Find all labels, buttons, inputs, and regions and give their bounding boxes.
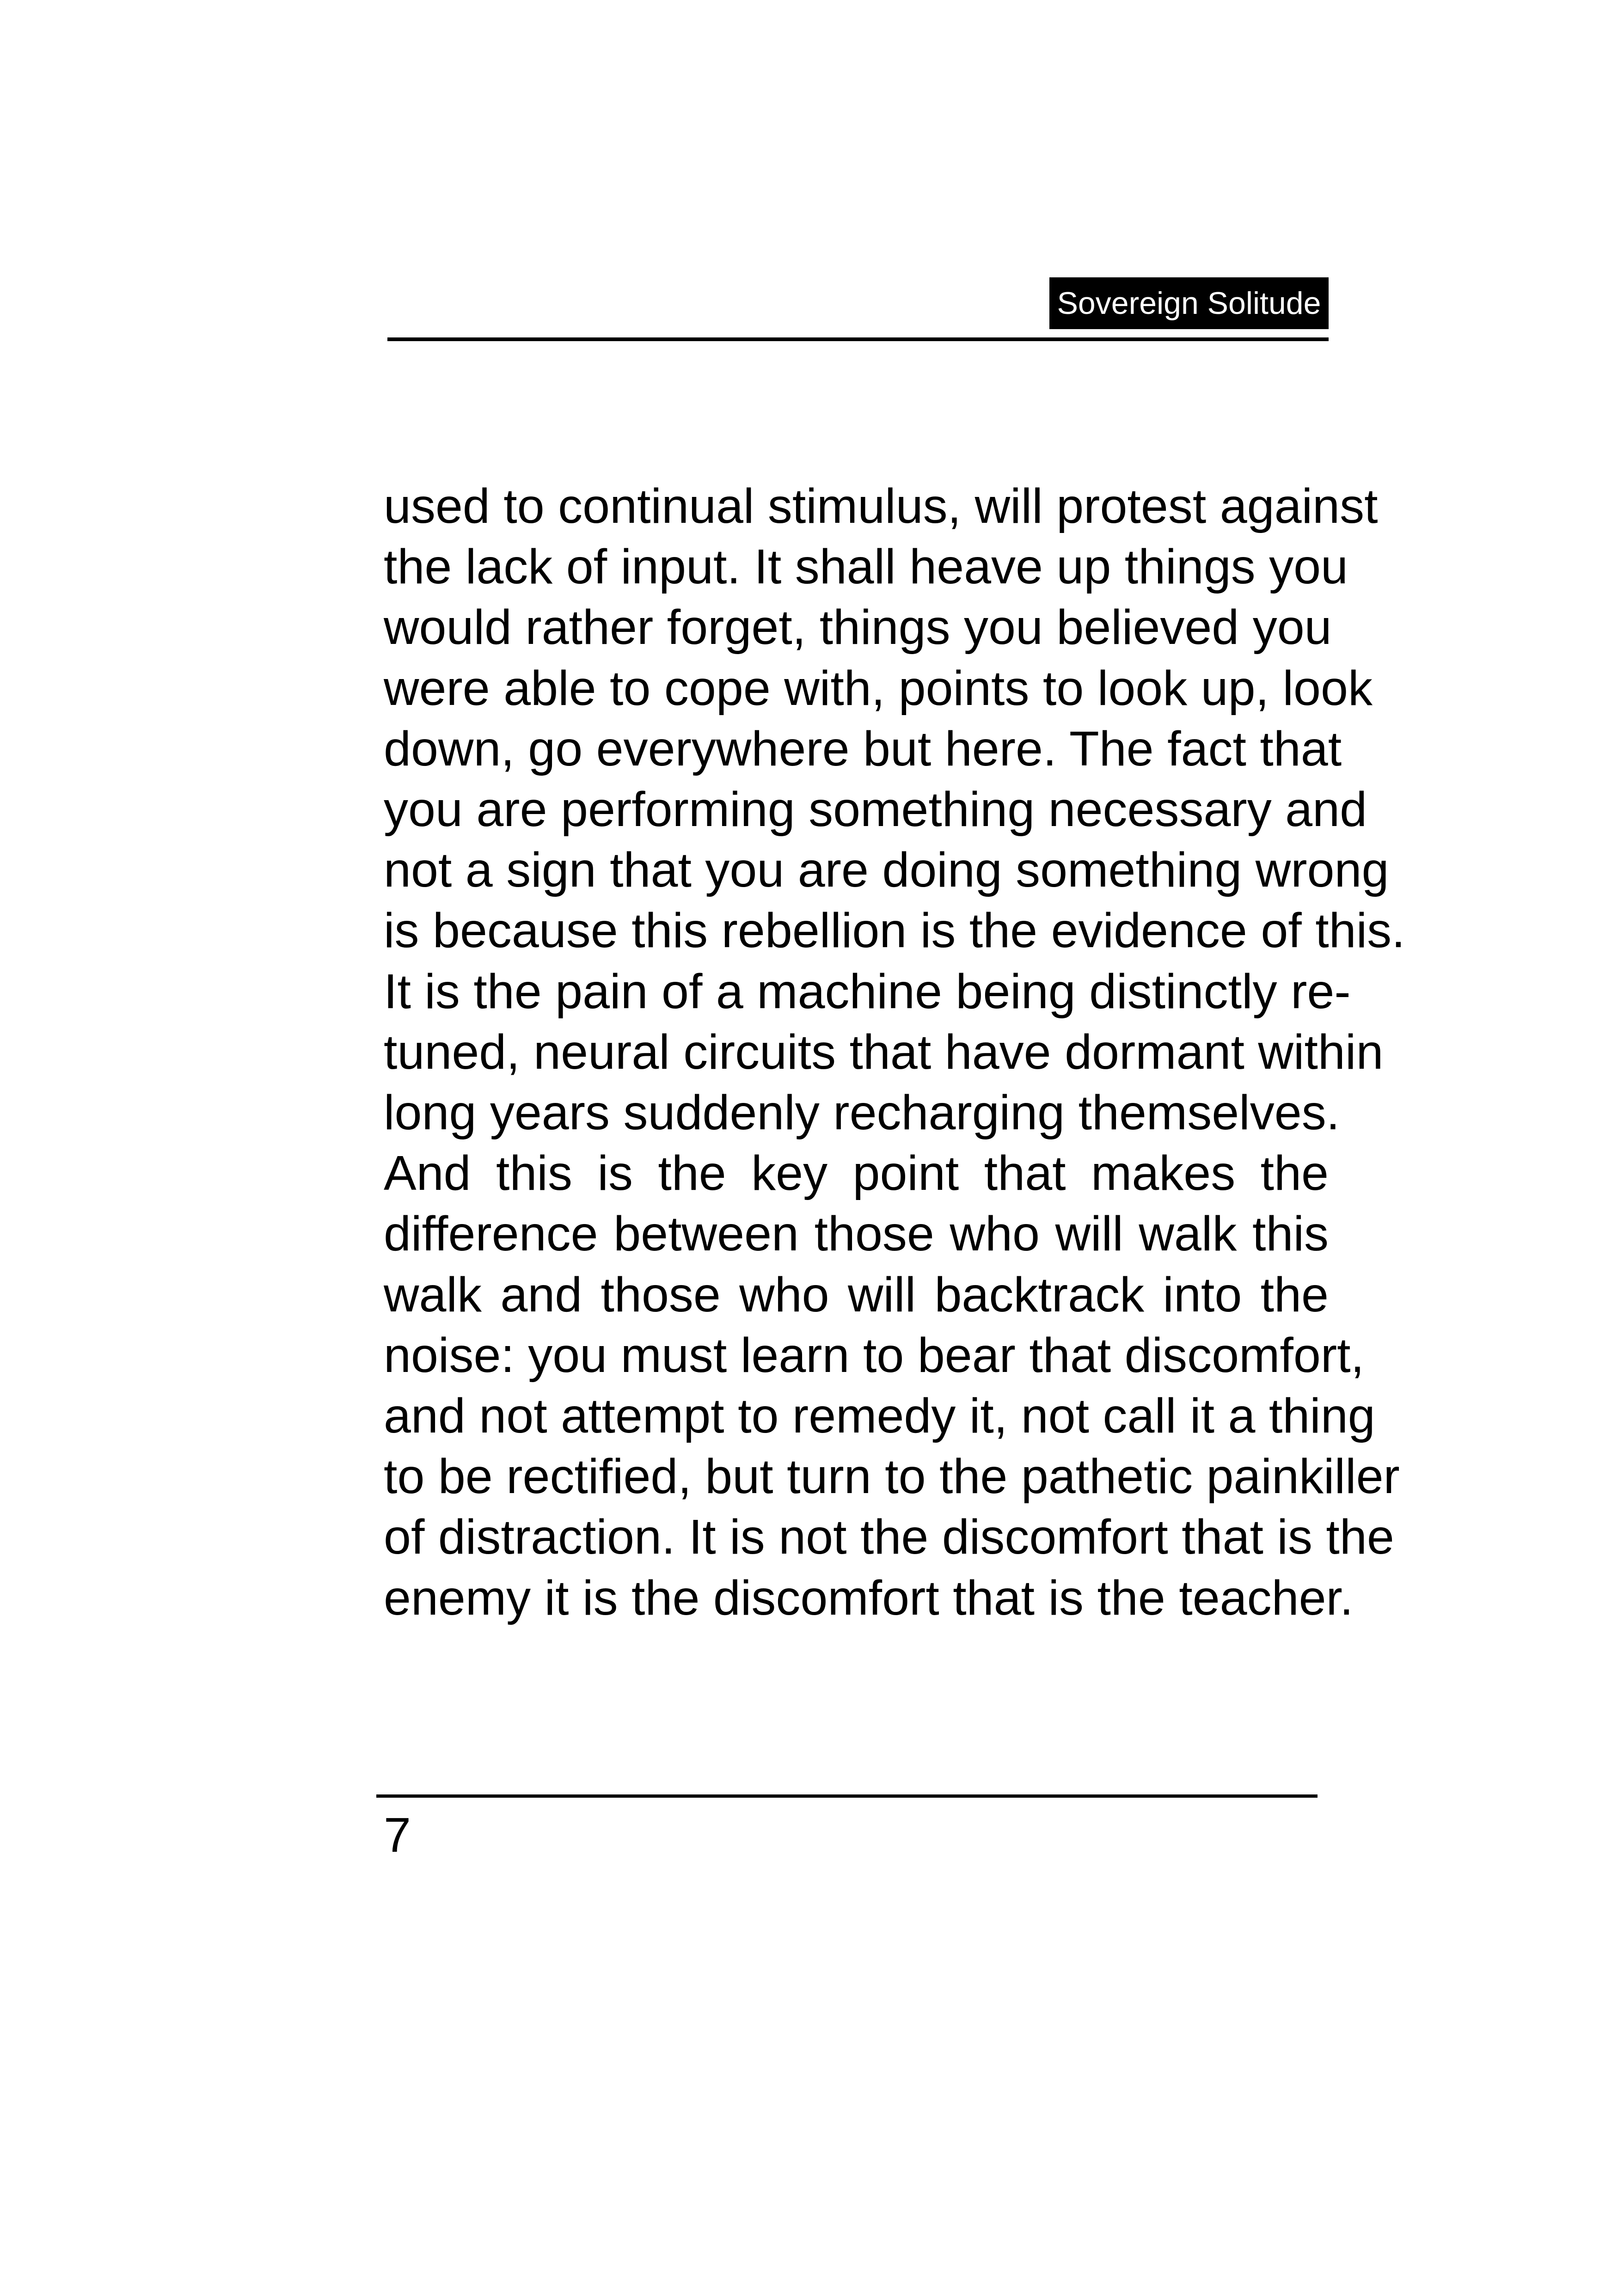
text-line: is because this rebellion is the evidence of this. [384,903,1405,958]
text-line: of distraction. It is not the discomfort that is the [384,1510,1394,1565]
text-line: were able to cope with, points to look up, look [384,661,1373,716]
header-rule [387,337,1329,341]
text-line: tuned, neural circuits that have dormant within [384,1024,1384,1079]
text-line: down, go everywhere but here. The fact that [384,721,1342,776]
text-line: And this is the key point that makes the [384,1146,1329,1201]
body-paragraph [384,476,1405,1629]
text-line: noise: you must learn to bear that discomfort, [384,1328,1365,1383]
text-line: not a sign that you are doing something wrong [384,843,1389,898]
footer-rule [376,1794,1318,1798]
text-line: and not attempt to remedy it, not call it a thing [384,1389,1375,1444]
text-line: to be rectified, but turn to the pathetic painkiller [384,1449,1400,1504]
text-line: the lack of input. It shall heave up things you [384,539,1348,594]
text-line: you are performing something necessary and [384,782,1367,837]
text-line: long years suddenly recharging themselves. [384,1085,1340,1140]
running-header-title: Sovereign Solitude [1049,277,1329,329]
text-line: used to continual stimulus, will protest against [384,479,1378,533]
text-line: difference between those who will walk this [384,1206,1329,1261]
text-line: would rather forget, things you believed you [384,600,1332,655]
text-line: It is the pain of a machine being distinctly re- [384,964,1351,1019]
text-line: walk and those who will backtrack into the [384,1267,1329,1322]
page-number: 7 [384,1808,411,1862]
text-line: enemy it is the discomfort that is the teacher. [384,1570,1354,1625]
